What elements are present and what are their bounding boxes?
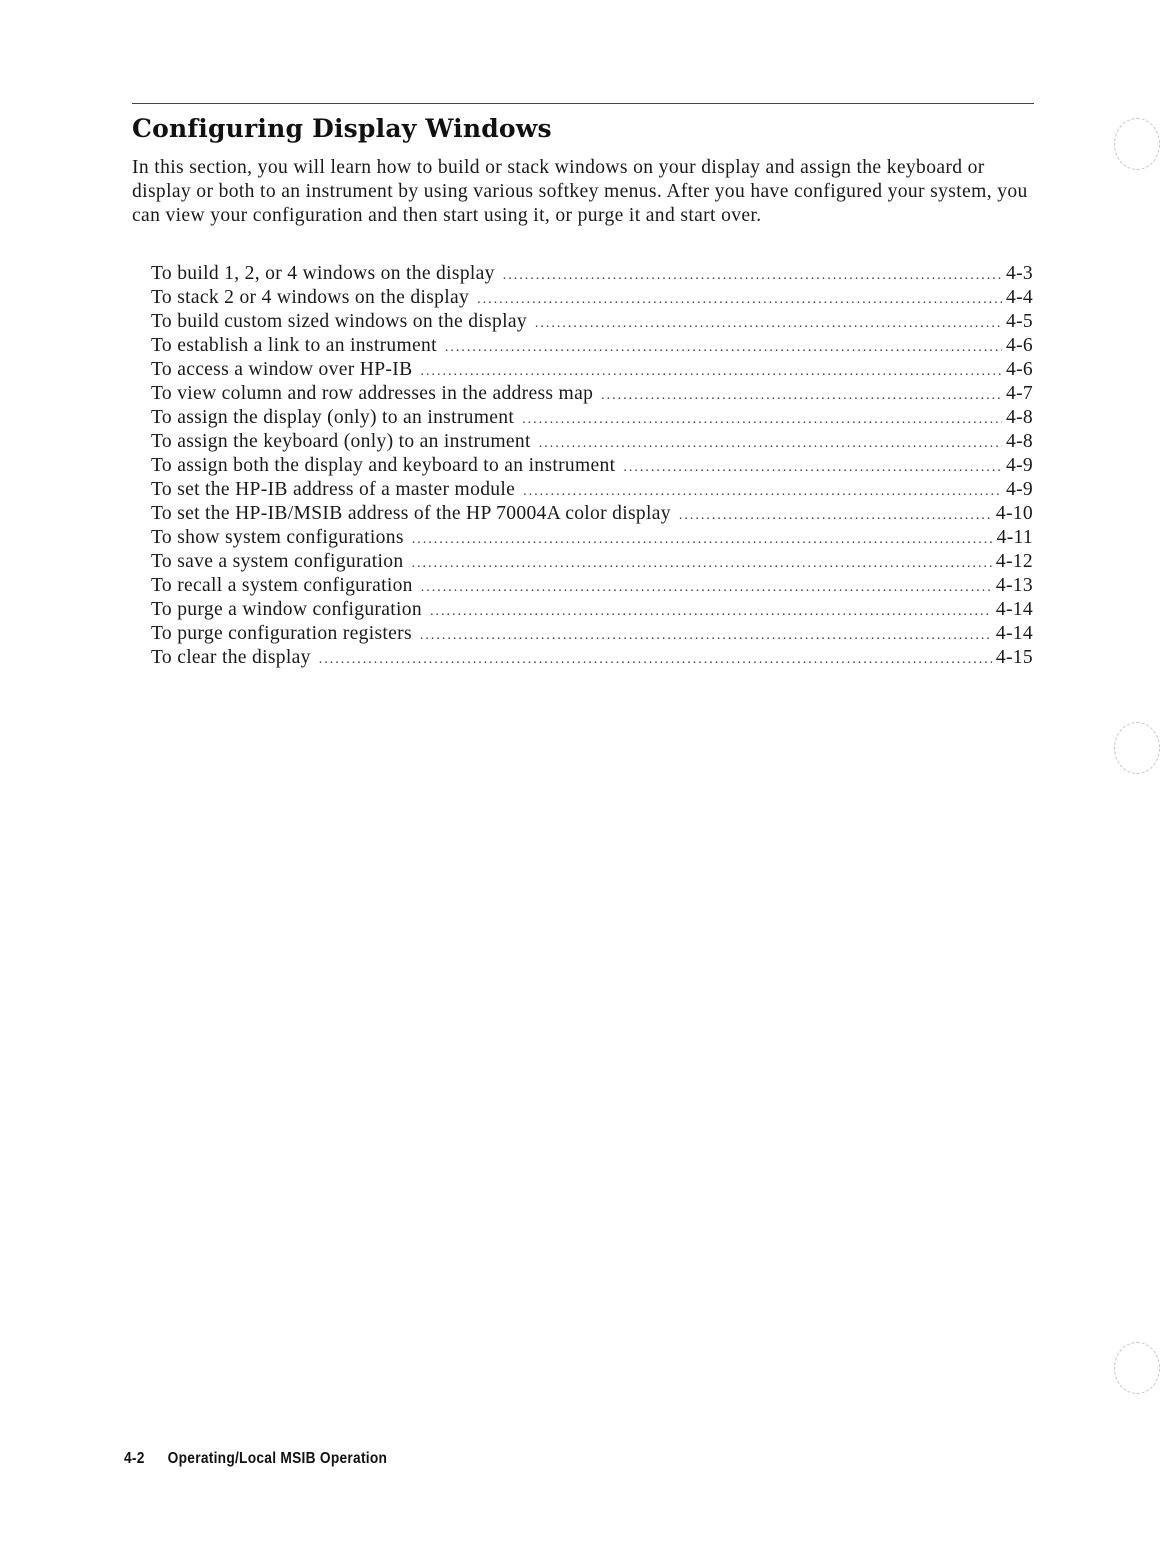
task-list-item[interactable]	[151, 382, 1033, 406]
task-page-ref: 4-10	[995, 503, 1033, 524]
task-label: To show system configurations	[151, 527, 404, 548]
task-page-ref: 4-8	[1005, 407, 1033, 428]
dot-leader	[430, 600, 992, 624]
task-list-item[interactable]	[151, 550, 1033, 574]
dot-leader	[421, 576, 992, 600]
dot-leader	[601, 384, 1002, 408]
task-list-item[interactable]	[151, 406, 1033, 430]
dot-leader	[412, 528, 993, 552]
task-list-item[interactable]	[151, 622, 1033, 646]
task-label: To stack 2 or 4 windows on the display	[151, 287, 470, 308]
task-page-ref: 4-13	[995, 575, 1033, 596]
task-label: To set the HP-IB address of a master module	[151, 479, 516, 500]
task-list-item[interactable]	[151, 286, 1033, 310]
task-label: To purge configuration registers	[151, 623, 412, 644]
task-page-ref: 4-4	[1005, 287, 1033, 308]
task-list-item[interactable]	[151, 454, 1033, 478]
task-label: To set the HP-IB/MSIB address of the HP 70004A color display	[151, 503, 671, 524]
task-label: To establish a link to an instrument	[151, 335, 437, 356]
dot-leader	[623, 456, 1002, 480]
punch-hole-bottom	[1114, 1342, 1160, 1394]
section-intro: In this section, you will learn how to build or stack windows on your display and assign the keyboard or display or both to an instrument by using various softkey menus. After you have configured your system, you can view your configuration and then start using it, or purge it and start over.	[132, 157, 1028, 226]
task-page-ref: 4-9	[1005, 455, 1033, 476]
dot-leader	[679, 504, 992, 528]
task-list-item[interactable]	[151, 574, 1033, 598]
task-page-ref: 4-6	[1005, 335, 1033, 356]
task-page-ref: 4-14	[995, 623, 1033, 644]
task-label: To clear the display	[151, 647, 311, 668]
dot-leader	[420, 360, 1002, 384]
task-list-item[interactable]	[151, 310, 1033, 334]
dot-leader	[445, 336, 1002, 360]
task-list-item[interactable]	[151, 262, 1033, 286]
section-title: Configuring Display Windows	[132, 114, 552, 143]
task-label: To save a system configuration	[151, 551, 404, 572]
task-list-item[interactable]	[151, 478, 1033, 502]
task-list	[151, 262, 1033, 670]
task-page-ref: 4-12	[995, 551, 1033, 572]
task-label: To assign both the display and keyboard to an instrument	[151, 455, 616, 476]
task-label: To assign the display (only) to an instrument	[151, 407, 515, 428]
task-label: To view column and row addresses in the address map	[151, 383, 594, 404]
task-page-ref: 4-9	[1005, 479, 1033, 500]
task-page-ref: 4-5	[1005, 311, 1033, 332]
task-page-ref: 4-8	[1005, 431, 1033, 452]
page-footer	[124, 1447, 387, 1471]
dot-leader	[539, 432, 1002, 456]
dot-leader	[319, 648, 992, 672]
task-list-item[interactable]	[151, 598, 1033, 622]
task-list-item[interactable]	[151, 646, 1033, 670]
task-page-ref: 4-11	[996, 527, 1033, 548]
task-label: To assign the keyboard (only) to an instrument	[151, 431, 531, 452]
dot-leader	[522, 408, 1002, 432]
dot-leader	[420, 624, 992, 648]
punch-hole-top	[1114, 118, 1160, 170]
dot-leader	[477, 288, 1002, 312]
footer-chapter-title: Operating/Local MSIB Operation	[167, 1450, 388, 1467]
task-list-item[interactable]	[151, 358, 1033, 382]
task-page-ref: 4-15	[995, 647, 1033, 668]
task-list-item[interactable]	[151, 430, 1033, 454]
task-list-item[interactable]	[151, 334, 1033, 358]
punch-hole-middle	[1114, 722, 1160, 774]
top-rule	[132, 103, 1034, 104]
task-page-ref: 4-6	[1005, 359, 1033, 380]
dot-leader	[535, 312, 1002, 336]
task-label: To build custom sized windows on the display	[151, 311, 527, 332]
dot-leader	[412, 552, 992, 576]
task-label: To purge a window configuration	[151, 599, 422, 620]
task-page-ref: 4-14	[995, 599, 1033, 620]
task-label: To access a window over HP-IB	[151, 359, 413, 380]
task-label: To build 1, 2, or 4 windows on the display	[151, 263, 495, 284]
task-page-ref: 4-7	[1005, 383, 1033, 404]
task-page-ref: 4-3	[1005, 263, 1033, 284]
task-list-item[interactable]	[151, 502, 1033, 526]
dot-leader	[503, 264, 1002, 288]
task-label: To recall a system configuration	[151, 575, 413, 596]
task-list-item[interactable]	[151, 526, 1033, 550]
dot-leader	[523, 480, 1002, 504]
footer-page-number: 4-2	[124, 1450, 145, 1467]
